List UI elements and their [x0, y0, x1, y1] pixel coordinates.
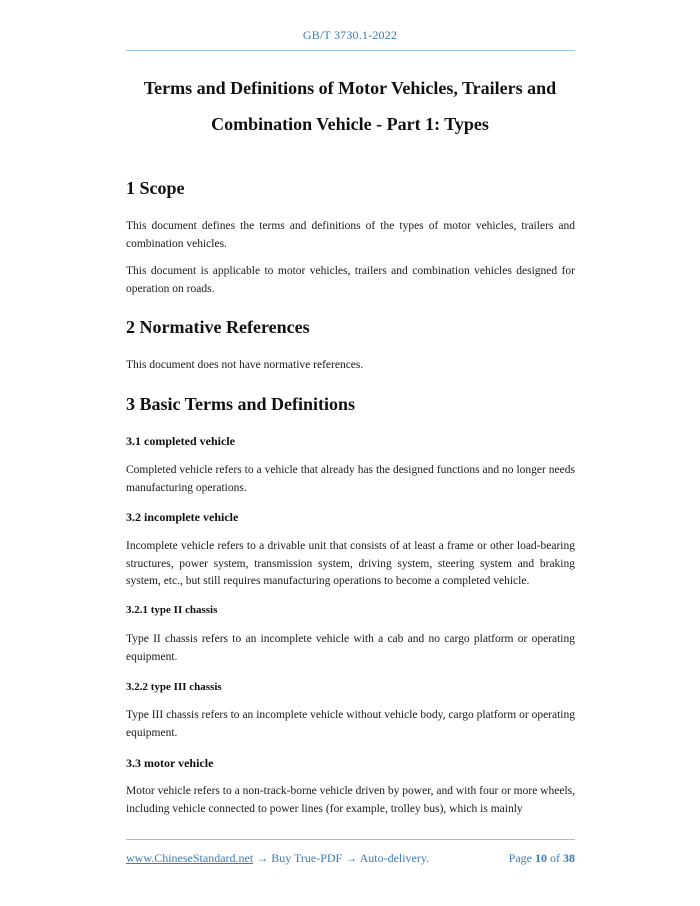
term-text-type-iii-chassis: Type III chassis refers to an incomplete vehicle without vehicle body, cargo platform or operating equipment. — [126, 709, 575, 739]
term-text-incomplete-vehicle: Incomplete vehicle refers to a drivable unit that consists of at least a frame or other load-bearing structures, power system, transmission system, driving system, steering system and braking system, etc., but still requires manufacturing operations to become a completed vehicle. — [126, 540, 575, 587]
term-heading-completed-vehicle: 3.1 completed vehicle — [126, 434, 235, 448]
page-label: Page — [508, 851, 532, 865]
term-heading-incomplete-vehicle: 3.2 incomplete vehicle — [126, 510, 239, 524]
scope-paragraph-1: This document defines the terms and definitions of the types of motor vehicles, trailers and combination vehicles. — [126, 220, 575, 250]
section-heading-basic-terms: 3 Basic Terms and Definitions — [126, 394, 356, 414]
header-divider — [126, 50, 575, 51]
document-title-line-2: Combination Vehicle - Part 1: Types — [211, 114, 489, 134]
current-page-number: 10 — [535, 851, 547, 865]
footer-promo — [126, 851, 429, 866]
section-heading-scope: 1 Scope — [126, 178, 185, 198]
document-code-header: GB/T 3730.1-2022 — [302, 28, 398, 42]
term-text-motor-vehicle: Motor vehicle refers to a non-track-borne vehicle driven by power, and with four or more wheels, including vehicle connected to power lines (for example, trolley bus), which is mainly — [126, 785, 575, 815]
promo-text: → Buy True-PDF → Auto-delivery. — [253, 851, 430, 865]
term-text-type-ii-chassis: Type II chassis refers to an incomplete vehicle with a cab and no cargo platform or operating equipment. — [126, 633, 575, 663]
page-of-label: of — [550, 851, 560, 865]
term-heading-type-ii-chassis: 3.2.1 type II chassis — [126, 604, 218, 616]
term-heading-type-iii-chassis: 3.2.2 type III chassis — [126, 681, 222, 693]
footer-divider — [126, 839, 575, 840]
document-title-line-1: Terms and Definitions of Motor Vehicles, Trailers and — [143, 78, 557, 98]
term-text-completed-vehicle: Completed vehicle refers to a vehicle that already has the designed functions and no longer needs manufacturing operations. — [126, 464, 575, 494]
page-indicator — [509, 851, 575, 866]
scope-paragraph-2: This document is applicable to motor vehicles, trailers and combination vehicles designed for operation on roads. — [126, 265, 575, 295]
normative-references-paragraph: This document does not have normative references. — [126, 359, 364, 371]
section-heading-normative-references: 2 Normative References — [126, 317, 310, 337]
total-pages-number: 38 — [563, 851, 575, 865]
website-link[interactable]: www.ChineseStandard.net — [126, 851, 254, 865]
term-heading-motor-vehicle: 3.3 motor vehicle — [126, 756, 214, 770]
